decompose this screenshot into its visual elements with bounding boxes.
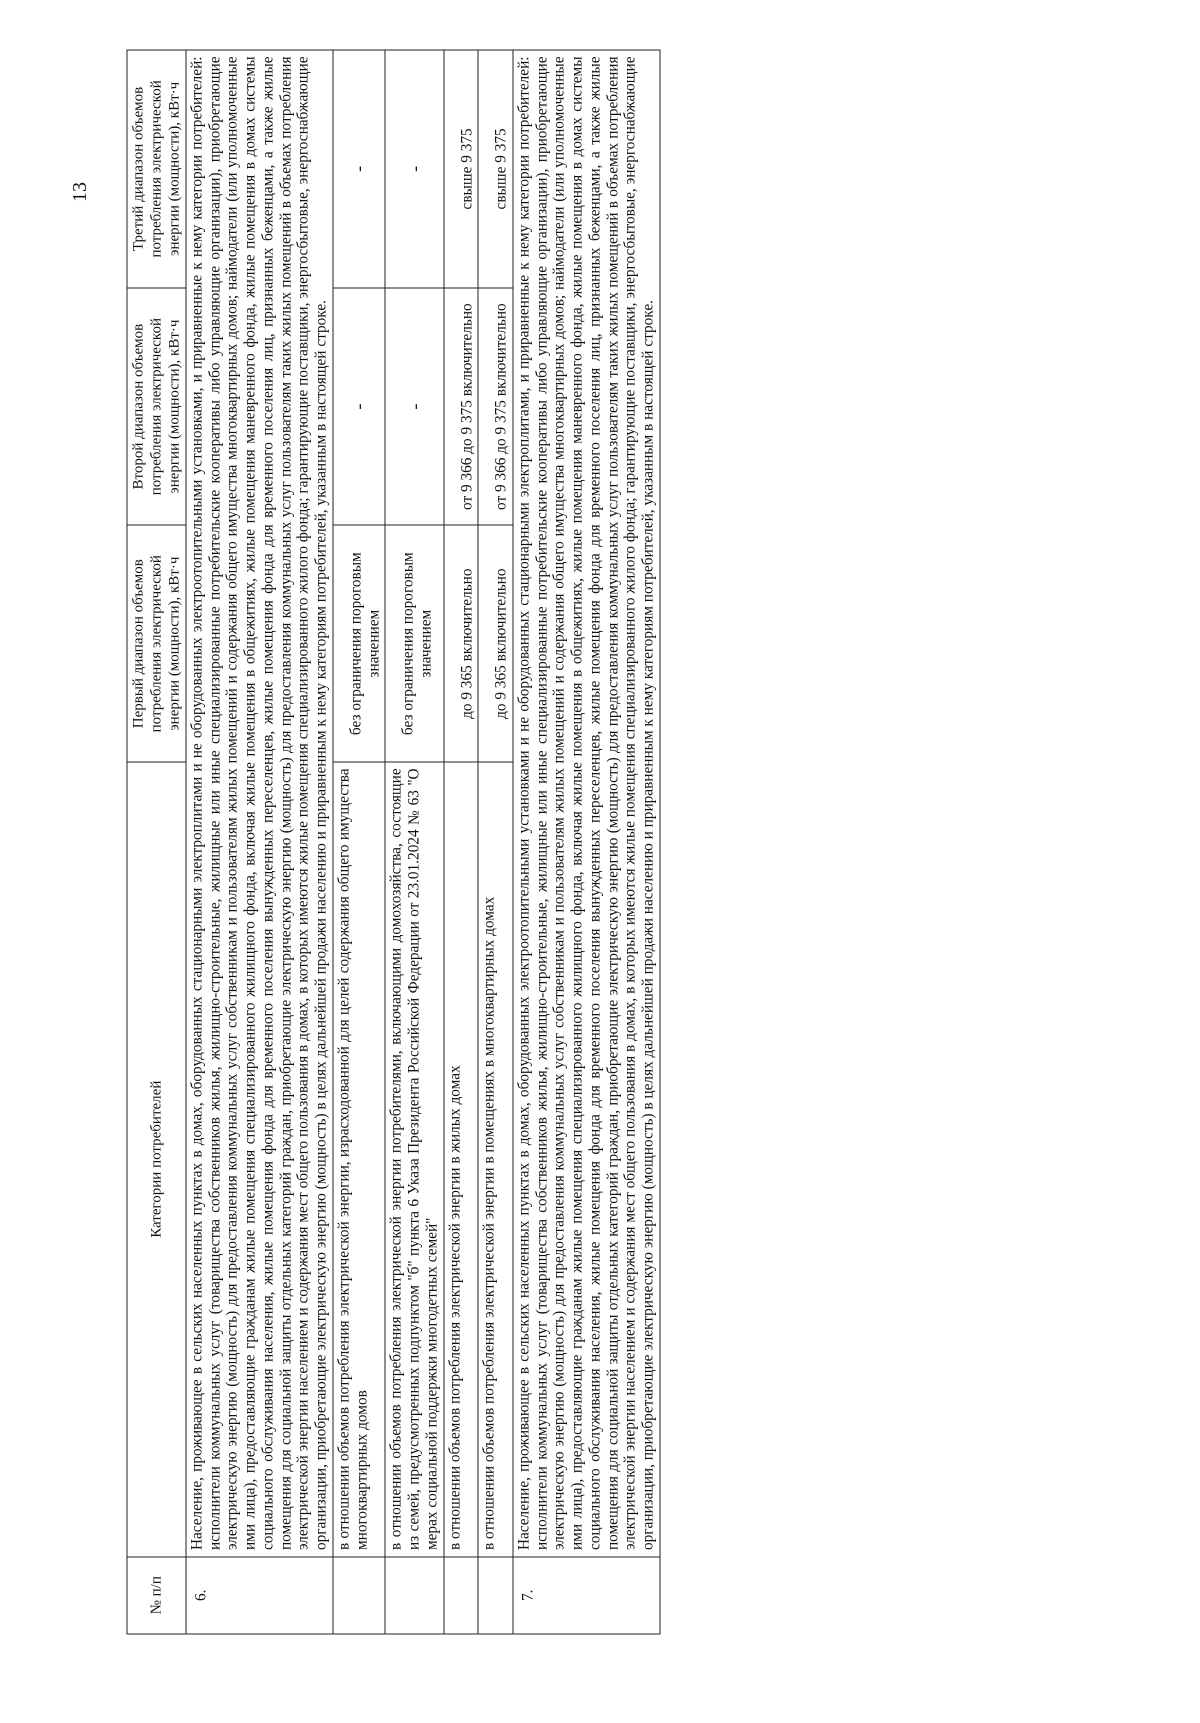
row-6-sub-1 [333,50,385,1634]
header-range-2: Второй диапазон объемов потребления электрической энергии (мощности), кВт·ч [127,288,186,526]
header-category: Категории потребителей [127,762,186,1557]
row-6-number: 6. [186,1557,333,1634]
row-6-sub-2-range-1: без ограничения пороговым значением [385,526,443,762]
row-6-description: Население, проживающее в сельских населенных пунктах в домах, оборудованных стационарными электроплитами и не оборудованных электроотопительными установками, и приравненные к нему категории потребителей: исполнители коммунальных услуг (товарищества собственников жилья, жилищно-строительные, жилищные или иные специализированные потребительские кооперативы либо управляющие организации), приобретающие электрическую энергию (мощность) для предоставления коммунальных услуг собственникам и пользователям жилых помещений и содержания общего имущества многоквартирных домов; наймодатели (или уполномоченные ими лица), предоставляющие гражданам жилые помещения специализированного жилищного фонда, включая жилые помещения в общежитиях, жилые помещения маневренного фонда, жилые помещения в домах системы социального обслуживания населения, жилые помещения фонда для временного поселения вынужденных переселенцев, жилые помещения фонда для временного поселения лиц, признанных беженцами, а также жилые помещения для социальной защиты отдельных категорий граждан, приобретающие электрическую энергию (мощность) для предоставления коммунальных услуг пользователям таких жилых помещений в объемах потребления электрической энергии населением и содержания мест общего пользования в домах, в которых имеются жилые помещения специализированного жилого фонда; гарантирующие поставщики, энергосбытовые, энергоснабжающие организации, приобретающие электрическую энергию (мощность) в целях дальнейшей продажи населению и приравненным к нему категориям потребителей, указанным в настоящей строке. [186,50,333,1557]
row-6-sub-2 [385,50,443,1634]
rotated-table-area [127,50,1073,1635]
table-header-row [127,50,186,1634]
row-6-sub-1-range-3: - [333,50,385,288]
row-6-sub-3-range-3: свыше 9 375 [444,50,479,288]
row-6-sub-4 [478,50,513,1634]
row-6-sub-3-range-1: до 9 365 включительно [444,526,479,762]
row-6-sub-1-label: в отношении объемов потребления электрической энергии, израсходованной для целей содержания общего имущества многоквартирных домов [333,762,385,1557]
row-6-sub-2-label: в отношении объемов потребления электрической энергии потребителями, включающими домохозяйства, состоящие из семей, предусмотренных подпунктом "б" пункта 6 Указа Президента Российской Федерации от 23.01.2024 № 63 "О мерах социальной поддержки многодетных семей" [385,762,443,1557]
header-num: № п/п [127,1557,186,1634]
row-6-sub-4-label: в отношении объемов потребления электрической энергии в помещениях в многоквартирных домах [478,762,513,1557]
row-6 [186,50,333,1634]
row-7-description: Население, проживающее в сельских населенных пунктах в домах, оборудованных электроотопительными установками и не оборудованных стационарными электроплитами, и приравненные к нему категории потребителей: исполнители коммунальных услуг (товарищества собственников жилья, жилищно-строительные, жилищные или иные специализированные потребительские кооперативы либо управляющие организации), приобретающие электрическую энергию (мощность) для предоставления коммунальных услуг собственникам и пользователям жилых помещений и содержания общего имущества многоквартирных домов; наймодатели (или уполномоченные ими лица), предоставляющие гражданам жилые помещения специализированного жилищного фонда, включая жилые помещения в общежитиях, жилые помещения маневренного фонда, жилые помещения в домах системы социального обслуживания населения, жилые помещения фонда для временного поселения вынужденных переселенцев, жилые помещения фонда для временного поселения лиц, признанных беженцами, а также жилые помещения для социальной защиты отдельных категорий граждан, приобретающие электрическую энергию (мощность) для предоставления коммунальных услуг пользователям таких жилых помещений в объемах потребления электрической энергии населением и содержания мест общего пользования в домах, в которых имеются жилые помещения специализированного жилого фонда; гарантирующие поставщики, энергосбытовые, энергоснабжающие организации, приобретающие электрическую энергию (мощность) в целях дальнейшей продажи населению и приравненным к нему категориям потребителей, указанным в настоящей строке. [513,50,660,1557]
tariff-table [127,50,661,1635]
row-7-number: 7. [513,1557,660,1634]
row-7 [513,50,660,1634]
page-number: 13 [69,182,91,202]
row-6-sub-4-range-3: свыше 9 375 [478,50,513,288]
row-6-sub-2-range-3: - [385,50,443,288]
row-6-sub-4-range-1: до 9 365 включительно [478,526,513,762]
row-6-sub-1-range-1: без ограничения пороговым значением [333,526,385,762]
row-6-sub-3 [444,50,479,1634]
header-range-3: Третий диапазон объемов потребления электрической энергии (мощности), кВт·ч [127,50,186,288]
header-range-1: Первый диапазон объемов потребления электрической энергии (мощности), кВт·ч [127,526,186,762]
row-6-sub-2-range-2: - [385,288,443,526]
row-6-sub-1-range-2: - [333,288,385,526]
row-6-sub-4-range-2: от 9 366 до 9 375 включительно [478,288,513,526]
row-6-sub-3-label: в отношении объемов потребления электрической энергии в жилых домах [444,762,479,1557]
row-6-sub-3-range-2: от 9 366 до 9 375 включительно [444,288,479,526]
